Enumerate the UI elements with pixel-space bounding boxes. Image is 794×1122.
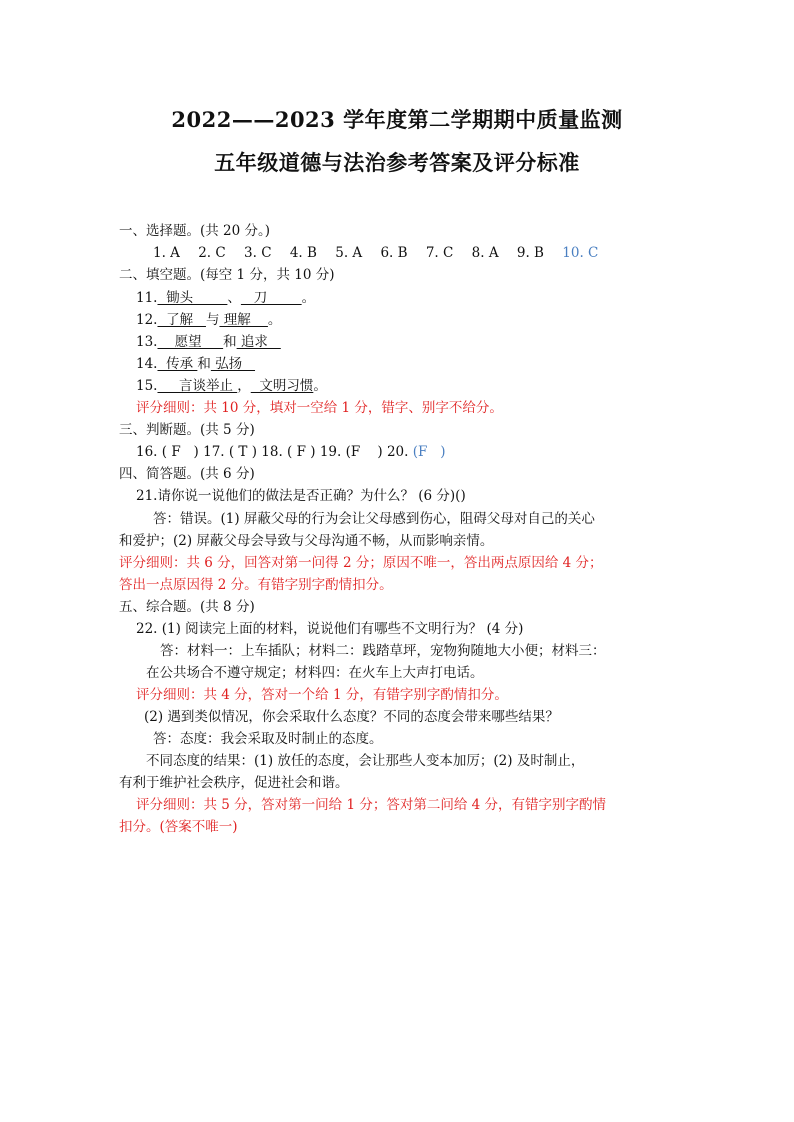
section5-header: 五、综合题。(共 8 分) bbox=[119, 599, 255, 615]
mc-answer: 2. C bbox=[198, 245, 226, 261]
tf-answer-20: (F ) bbox=[412, 444, 446, 460]
q21-scoring-line2: 答出一点原因得 2 分。有错字别字酌情扣分。 bbox=[119, 577, 393, 593]
mc-answer: 1. A bbox=[153, 245, 180, 261]
punct: 。 bbox=[267, 312, 282, 328]
q22-part2-answer-line1: 答：态度：我会采取及时制止的态度。 bbox=[153, 731, 383, 747]
mc-answer: 6. B bbox=[380, 245, 408, 261]
section1-answers bbox=[153, 244, 598, 262]
section4-header: 四、简答题。(共 6 分) bbox=[119, 466, 255, 482]
answer-blank: 追求 bbox=[236, 334, 281, 350]
answer-blank: 刀 bbox=[240, 290, 302, 306]
punct: 。 bbox=[313, 378, 327, 394]
fill-q15 bbox=[136, 377, 327, 395]
fill-q13 bbox=[136, 333, 281, 351]
separator: 和 bbox=[197, 356, 211, 372]
mc-answer: 5. A bbox=[335, 245, 363, 261]
answer-blank: 言谈举止 bbox=[157, 378, 238, 394]
q-number: 14. bbox=[136, 356, 158, 372]
section1-header: 一、选择题。(共 20 分。) bbox=[119, 223, 271, 239]
fill-q14 bbox=[136, 355, 255, 373]
tf-answers: 16. ( F ) 17. ( T ) 18. ( F ) 19. (F ) 20. bbox=[136, 444, 413, 460]
separator: 、 bbox=[227, 290, 241, 306]
q21-scoring-line1: 评分细则：共 6 分，回答对第一问得 2 分；原因不唯一，答出两点原因给 4 分； bbox=[119, 555, 603, 571]
answer-blank: 锄头 bbox=[157, 290, 228, 306]
q22-part1-question: 22. (1) 阅读完上面的材料，说说他们有哪些不文明行为？ (4 分) bbox=[136, 621, 524, 637]
q21-question: 21.请你说一说他们的做法是否正确？为什么？ (6 分)() bbox=[136, 488, 466, 504]
q-number: 15. bbox=[136, 378, 158, 394]
q22-part2-scoring-line1: 评分细则：共 5 分，答对第一问给 1 分；答对第二问给 4 分，有错字别字酌情 bbox=[136, 797, 607, 813]
answer-blank: 文明习惯 bbox=[250, 378, 314, 394]
mc-answer: 9. B bbox=[516, 245, 544, 261]
answer-blank: 愿望 bbox=[157, 334, 224, 350]
separator: ， bbox=[237, 378, 251, 394]
q-number: 12. bbox=[136, 312, 158, 328]
answer-blank: 弘扬 bbox=[210, 356, 256, 372]
q22-part1-answer-line2: 在公共场合不遵守规定；材料四：在火车上大声打电话。 bbox=[146, 665, 484, 681]
q21-answer-line1: 答：错误。(1) 屏蔽父母的行为会让父母感到伤心，阻碍父母对自己的关心 bbox=[153, 511, 595, 527]
mc-answer: 7. C bbox=[425, 245, 454, 261]
q22-part2-scoring-line2: 扣分。(答案不唯一) bbox=[119, 819, 238, 835]
q22-part2-answer-line2: 不同态度的结果：(1) 放任的态度，会让那些人变本加厉；(2) 及时制止， bbox=[146, 753, 585, 769]
fill-q11 bbox=[136, 289, 315, 307]
q22-part1-scoring: 评分细则：共 4 分，答对一个给 1 分，有错字别字酌情扣分。 bbox=[136, 687, 508, 703]
fill-q12 bbox=[136, 311, 281, 329]
q-number: 11. bbox=[136, 290, 158, 306]
mc-answer: 8. A bbox=[471, 245, 499, 261]
section2-header: 二、填空题。(每空 1 分，共 10 分) bbox=[119, 267, 335, 283]
q22-part2-answer-line3: 有利于维护社会秩序，促进社会和谐。 bbox=[119, 775, 349, 791]
section3-header: 三、判断题。(共 5 分) bbox=[119, 422, 255, 438]
mc-answer: 3. C bbox=[244, 245, 272, 261]
answer-blank: 理解 bbox=[219, 312, 268, 328]
page-subtitle: 五年级道德与法治参考答案及评分标准 bbox=[214, 150, 580, 175]
page-title: 2022——2023 学年度第二学期期中质量监测 bbox=[171, 107, 623, 132]
section2-scoring: 评分细则：共 10 分，填对一空给 1 分，错字、别字不给分。 bbox=[136, 400, 503, 416]
mc-answer: 4. B bbox=[289, 245, 317, 261]
punct: 。 bbox=[301, 290, 316, 306]
mc-answer-10: 10. C bbox=[562, 245, 599, 261]
q21-answer-line2: 和爱护；(2) 屏蔽父母会导致与父母沟通不畅，从而影响亲情。 bbox=[119, 533, 494, 549]
separator: 与 bbox=[205, 312, 220, 328]
separator: 和 bbox=[223, 334, 237, 350]
q22-part1-answer-line1: 答：材料一：上车插队；材料二：践踏草坪，宠物狗随地大小便；材料三： bbox=[160, 643, 606, 659]
section3-answers bbox=[136, 443, 446, 461]
answer-blank: 了解 bbox=[157, 312, 206, 328]
answer-blank: 传承 bbox=[157, 356, 198, 372]
q-number: 13. bbox=[136, 334, 158, 350]
q22-part2-question: (2) 遇到类似情况，你会采取什么态度？不同的态度会带来哪些结果？ bbox=[144, 709, 559, 725]
